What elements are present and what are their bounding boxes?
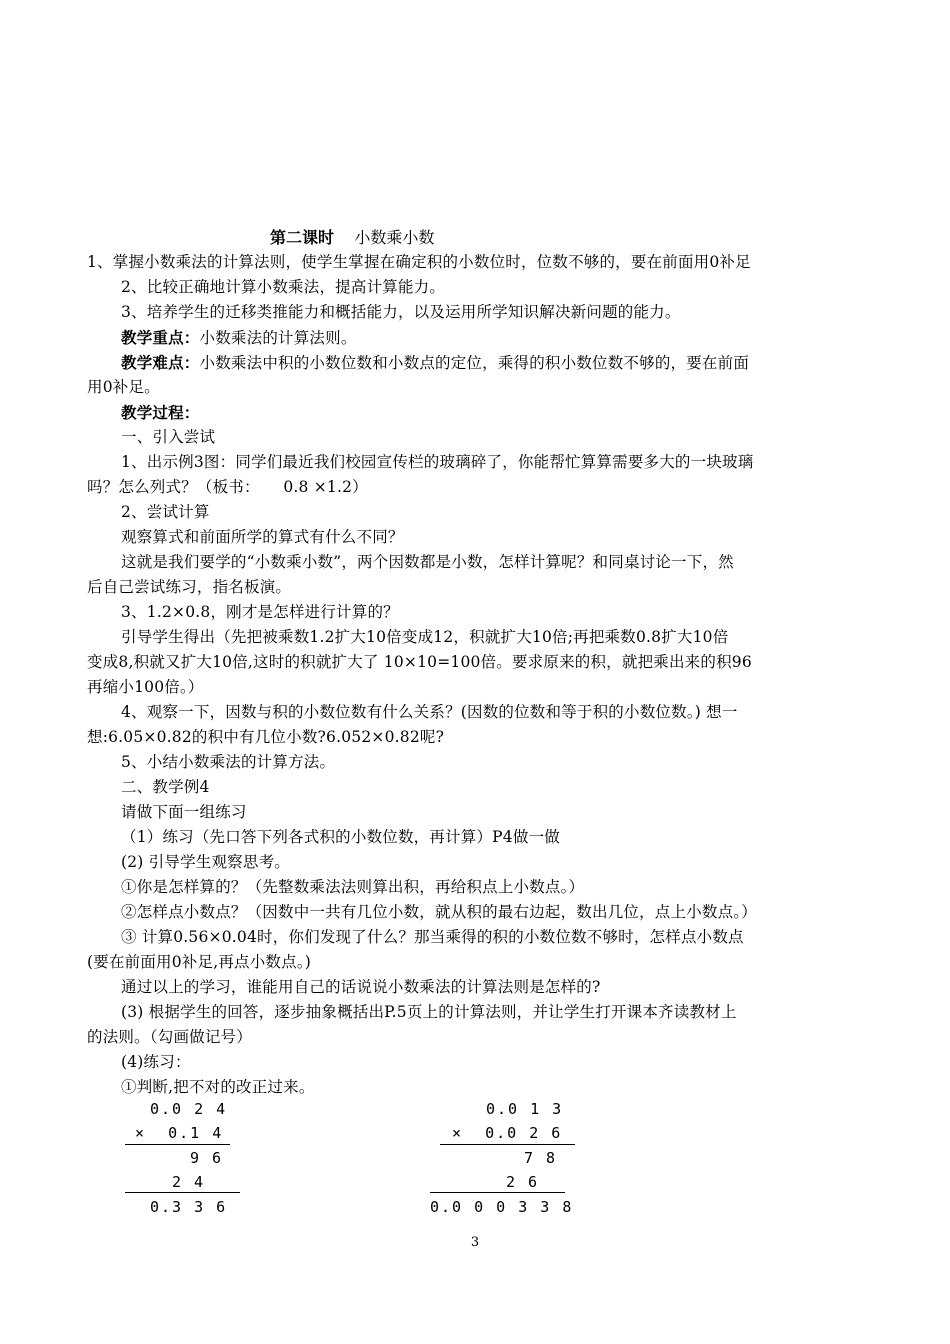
calc-left-rule-1 [125, 1144, 230, 1145]
body-line: 通过以上的学习，谁能用自己的话说说小数乘法的计算法则是怎样的? [121, 978, 601, 996]
page-number: 3 [470, 1235, 480, 1250]
body-line: 观察算式和前面所学的算式有什么不同？ [121, 528, 404, 546]
body-line: 的法则。（勾画做记号） [87, 1028, 252, 1046]
calc-left-multiplicand: 0.0 2 4 [150, 1100, 228, 1118]
calc-left-rule-2 [125, 1192, 240, 1193]
body-line: 想:6.05×0.82的积中有几位小数?6.052×0.82呢? [87, 728, 445, 746]
difficulty-text: 小数乘法中积的小数位数和小数点的定位，乘得的积小数位数不够的，要在前面 [199, 354, 750, 372]
body-line: 这就是我们要学的“小数乘小数”，两个因数都是小数，怎样计算呢？和同桌讨论一下，然 [121, 553, 734, 571]
lesson-title [270, 225, 434, 250]
body-line: 二、教学例4 [121, 778, 210, 796]
body-line: (4)练习： [121, 1053, 191, 1071]
calc-right-product: 0.0 0 0 3 3 8 [430, 1198, 574, 1216]
goal-1: 1、掌握小数乘法的计算法则，使学生掌握在确定积的小数位时，位数不够的，要在前面用0补足 [87, 253, 751, 271]
body-line: 再缩小100倍。） [87, 678, 204, 696]
body-line: ②怎样点小数点？（因数中一共有几位小数，就从积的最右边起，数出几位，点上小数点。） [121, 903, 757, 921]
process-label-text: 教学过程： [121, 403, 200, 422]
calc-left-partial-2: 2 4 [172, 1173, 206, 1191]
calc-left-multiplier: × 0.1 4 [135, 1124, 224, 1142]
body-line: 后自己尝试练习，指名板演。 [87, 578, 292, 596]
calc-right-rule-1 [440, 1144, 575, 1145]
body-line: (要在前面用0补足,再点小数点。) [87, 953, 312, 971]
calc-left-product: 0.3 3 6 [150, 1198, 228, 1216]
key-point-label: 教学重点： [121, 328, 200, 347]
body-line: 请做下面一组练习 [121, 803, 247, 821]
key-point-text: 小数乘法的计算法则。 [199, 329, 357, 347]
calc-right-multiplicand: 0.0 1 3 [486, 1100, 564, 1118]
body-line: 吗？怎么列式？（板书： 0.8 ×1.2） [87, 478, 368, 496]
lesson-number: 第二课时 [270, 228, 335, 247]
difficulty [121, 350, 921, 376]
body-line: (3) 根据学生的回答，逐步抽象概括出P.5页上的计算法则，并让学生打开课本齐读教材上 [121, 1003, 737, 1021]
body-line: 变成8,积就又扩大10倍,这时的积就扩大了 10×10=100倍。要求原来的积，就把乘出来的积96 [87, 653, 752, 671]
goal-3: 3、培养学生的迁移类推能力和概括能力，以及运用所学知识解决新问题的能力。 [121, 303, 681, 321]
calc-right-rule-2 [430, 1192, 565, 1193]
body-line: （1）练习（先口答下列各式积的小数位数，再计算）P4做一做 [121, 828, 560, 846]
body-line: 3、1.2×0.8，刚才是怎样进行计算的？ [121, 603, 399, 621]
body-line: (2) 引导学生观察思考。 [121, 853, 290, 871]
calc-left-partial-1: 9 6 [190, 1149, 224, 1167]
body-line: 一、引入尝试 [121, 428, 216, 446]
difficulty-cont: 用0补足。 [87, 378, 160, 396]
goal-2: 2、比较正确地计算小数乘法，提高计算能力。 [121, 278, 446, 296]
calc-right-partial-1: 7 8 [524, 1149, 558, 1167]
process-label [121, 400, 921, 426]
body-line: ①你是怎样算的？（先整数乘法法则算出积，再给积点上小数点。） [121, 878, 585, 896]
body-line: ③ 计算0.56×0.04时，你们发现了什么？那当乘得的积的小数位数不够时，怎样点小数点 [121, 928, 744, 946]
difficulty-label: 教学难点： [121, 353, 200, 372]
lesson-topic: 小数乘小数 [354, 228, 435, 247]
calc-right-partial-2: 2 6 [506, 1173, 540, 1191]
body-line: 2、尝试计算 [121, 503, 210, 521]
calc-right-multiplier: × 0.0 2 6 [452, 1124, 563, 1142]
body-line: 引导学生得出（先把被乘数1.2扩大10倍变成12，积就扩大10倍;再把乘数0.8扩大10倍 [121, 628, 729, 646]
body-line: 1、出示例3图：同学们最近我们校园宣传栏的玻璃碎了，你能帮忙算算需要多大的一块玻璃 [121, 453, 754, 471]
body-line: ①判断,把不对的改正过来。 [121, 1078, 315, 1096]
key-point [121, 325, 921, 351]
body-line: 4、观察一下，因数与积的小数位数有什么关系？(因数的位数和等于积的小数位数。) 想一 [121, 703, 738, 721]
body-line: 5、小结小数乘法的计算方法。 [121, 753, 336, 771]
